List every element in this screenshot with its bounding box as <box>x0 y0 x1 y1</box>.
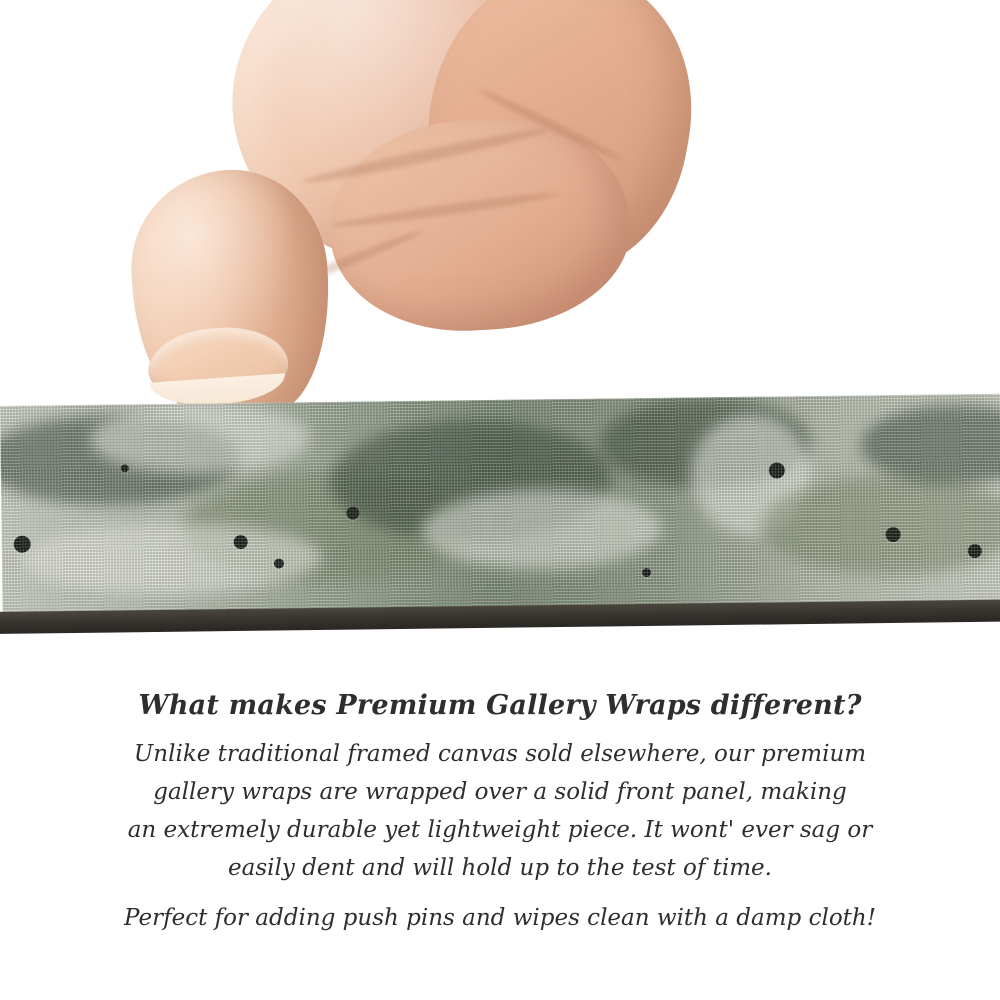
caption-line: an extremely durable yet lightweight piece. It wont' ever sag or <box>127 817 873 843</box>
canvas-speck <box>968 544 982 558</box>
canvas-speck <box>642 568 651 577</box>
product-caption <box>0 690 1000 937</box>
canvas-wrap-edge <box>0 394 1000 620</box>
caption-line: gallery wraps are wrapped over a solid front panel, making <box>153 779 847 805</box>
canvas-texture-blotch <box>90 402 311 475</box>
caption-heading: What makes Premium Gallery Wraps different? <box>138 690 862 721</box>
canvas-texture-blotch <box>330 419 611 542</box>
canvas-texture-blotch <box>690 414 811 535</box>
canvas-speck <box>121 464 129 472</box>
canvas-speck <box>886 527 901 542</box>
canvas-texture-blotch <box>860 403 1000 485</box>
canvas-texture-blotch <box>600 396 811 489</box>
canvas-speck <box>769 462 785 478</box>
caption-line: easily dent and will hold up to the test of time. <box>228 855 772 881</box>
canvas-texture-blotch <box>421 488 662 571</box>
canvas-speck <box>14 536 31 553</box>
canvas-texture-blotch <box>21 522 322 596</box>
caption-closing-line: Perfect for adding push pins and wipes clean with a damp cloth! <box>124 905 876 931</box>
canvas-speck <box>346 507 359 520</box>
canvas-texture-blotch <box>181 470 482 584</box>
canvas-texture-blotch <box>761 474 1000 577</box>
canvas-speck <box>234 535 248 549</box>
caption-line: Unlike traditional framed canvas sold elsewhere, our premium <box>133 741 867 767</box>
canvas-speck <box>274 559 284 569</box>
hand-illustration <box>0 0 1000 412</box>
canvas-texture-blotch <box>0 413 241 506</box>
